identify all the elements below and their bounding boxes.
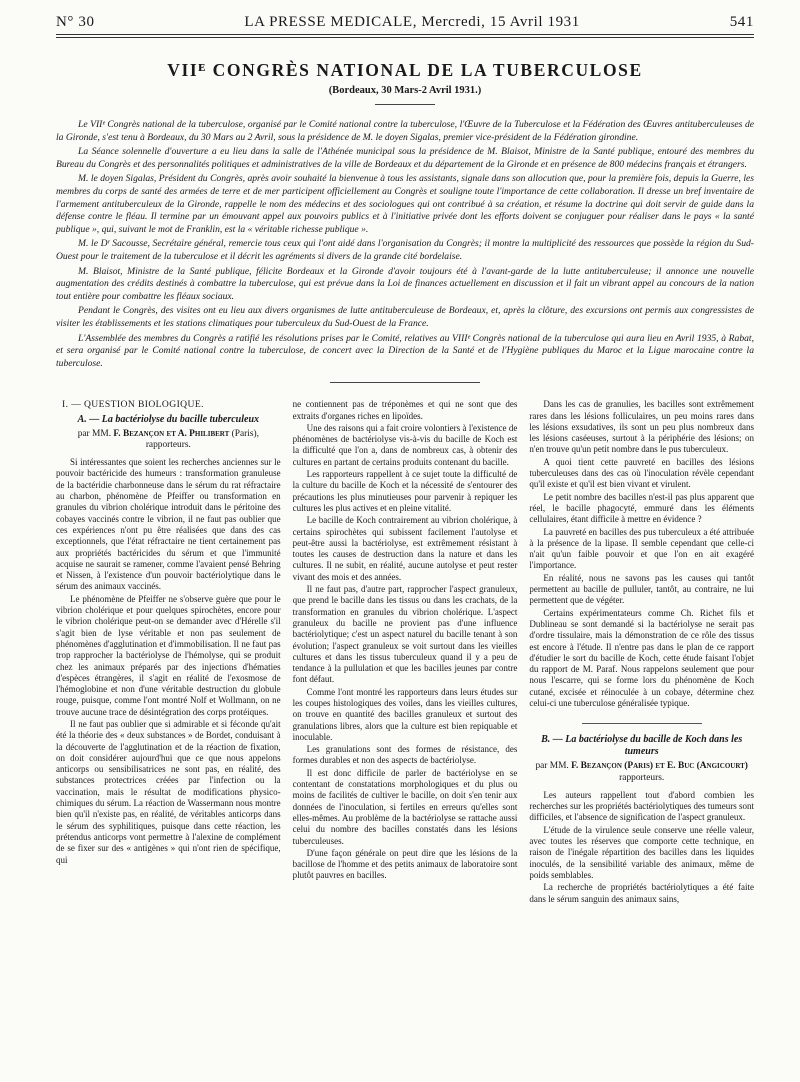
body-paragraph: En réalité, nous ne savons pas les causes qui tantôt permettent au bacille de pulluler, tantôt, au contraire, ne lui permettent que de végéter. xyxy=(529,572,755,606)
body-paragraph: Les granulations sont des formes de résistance, des formes durables et non des aspects de bactériolyse. xyxy=(292,744,518,766)
body-paragraph: Comme l'ont montré les rapporteurs dans leurs études sur les coupes histologiques des voiles, dans les vieilles cultures, on trouve en quantité des bacilles granuleux et surtout des granulations libres, alors que la culture est bien repiquable et inoculable. xyxy=(292,686,518,742)
body-paragraph: Il ne faut pas, d'autre part, rapprocher l'aspect granuleux, que prend le bacille dans les tissus ou dans les crachats, de la transformation en granules du vibrion cholérique. L'aspect granuleux du bacille ne provient pas d'une influence bactériolytique; c'est un aspect naturel du bacille tenant à son évolution; l'aspect granuleux se voit surtout dans les vieilles cultures et dans les tissus tuberculeux quand il y a peu de tendance à la pullulation et que les bacilles jeunes par contre font défaut. xyxy=(292,584,518,685)
subsection-heading: B. — La bactériolyse du bacille de Koch dans les tumeurs xyxy=(541,734,743,758)
authors-line xyxy=(56,429,281,452)
body-paragraph: A quoi tient cette pauvreté en bacilles des lésions tuberculeuses dans des cas où l'inoculation révèle cependant qu'il existe et qu'il est bien vivant et virulent. xyxy=(529,456,755,490)
column-1 xyxy=(56,399,281,906)
body-paragraph: Le bacille de Koch contrairement au vibrion cholérique, à certains spirochètes qui subissent facilement l'autolyse et peut-être aussi la bactériolyse, est extrêmement résistant à toutes les causes de destruction dans la nature et dans les cultures. Il ne subit, en réalité, aucune autolyse et peut rester vivant des mois et des années. xyxy=(292,515,518,582)
body-paragraph: La recherche de propriétés bactériolytiques a été faite dans le sérum sanguin des animaux sains, xyxy=(529,882,755,904)
intro-paragraph: M. Blaisot, Ministre de la Santé publique, félicite Bordeaux et la Gironde d'avoir toujours été à l'avant-garde de la lutte antituberculeuse; il annonce une nouvelle augmentation des crédits destinés à combattre la tuberculose, qui est prévue dans la Loi de finances actuellement en discussion et il fait un vibrant appel au concours de la nation tout entière pour combattre les fléaux sociaux. xyxy=(56,265,754,302)
subsection-heading: A. — La bactériolyse du bacille tuberculeux xyxy=(77,413,260,425)
body-paragraph: Les rapporteurs rappellent à ce sujet toute la difficulté de la culture du bacille de Koch et la nécessité de s'entourer des précautions les plus minutieuses pour parvenir à repiquer les cultures les plus actives et en pleine vitalité. xyxy=(292,469,518,513)
issue-number: N° 30 xyxy=(56,14,95,30)
header-rule xyxy=(56,37,754,38)
authors-prefix: par MM. xyxy=(77,428,112,439)
body-paragraph: Si intéressantes que soient les recherches anciennes sur le pouvoir bactéricide des humeurs : transformation granuleuse de la bactéridie charbonneuse dans le sérum du rat réfractaire au charbon, phénomène de Pfeiffer ou transformation en granules du vibrion cholérique introduit dans le péritoine des cobayes vaccinés contre le vibrion, il ne faut pas oublier que ces expériences n'ont pu être réalisées que dans des cas exceptionnels, que l'état réfractaire ne tient certainement pas aux propriétés bactéricides du sérum et que l'immunité acquise ne saurait se ramener, comme l'avaient pensé Behring et Nissen, à l'existence d'un pouvoir bactériolytique dans le sérum des animaux vaccinés. xyxy=(56,457,281,592)
authors-line xyxy=(529,761,754,784)
article-title: VIIᴱ CONGRÈS NATIONAL DE LA TUBERCULOSE xyxy=(167,60,643,80)
page-header xyxy=(56,14,754,35)
authors-names: F. Bezançon et A. Philibert xyxy=(113,428,230,439)
section-divider xyxy=(582,723,702,724)
column-3 xyxy=(529,399,754,906)
intro-paragraph: La Séance solennelle d'ouverture a eu lieu dans la salle de l'Athénée municipal sous la présidence de M. Blaisot, Ministre de la Santé publique, entouré des membres du Bureau du Congrès et des personnalités politiques et administratives de la ville de Bordeaux et du département de la Gironde et en présence de 800 médecins français et étrangers. xyxy=(56,146,754,170)
intro-paragraph: Le VIIᵉ Congrès national de la tuberculose, organisé par le Comité national contre la tuberculose, l'Œuvre de la Tuberculose et la Fédération des Œuvres antituberculeuses de la Gironde, s'est tenu à Bordeaux, du 30 Mars au 2 Avril, sous la présidence de M. le doyen Sigalas, premier vice-président de la Fédération girondine. xyxy=(56,119,754,143)
body-paragraph: Le phénomène de Pfeiffer ne s'observe guère que pour le vibrion cholérique et pour quelques spirochètes, encore pour le vibrion cholérique peut-on se demander avec d'Hérelle s'il s'agit bien de lyse véritable et non pas seulement de phénomènes d'agglutination et d'immobilisation. Il ne faut pas trop rapprocher la bactériolyse de l'hémolyse, qui se produit chez les animaux préparés par des injections d'hématies d'espèces étrangères, il s'agit en réalité de l'exosmose de l'hémoglobine et non d'une véritable destruction du globule rouge, puisque, comme l'ont montré Nolf et Wollmann, on ne trouve aucune trace de désintégration des corps protéiques. xyxy=(56,593,281,717)
intro-paragraph: M. le Dʳ Sacousse, Secrétaire général, remercie tous ceux qui l'ont aidé dans l'organisation du Congrès; il montre la multiplicité des ressources que possède la région du Sud-Ouest pour le traitement de la tuberculose et il décrit les agréments si divers de la grande cité bordelaise. xyxy=(56,238,754,262)
page-number: 541 xyxy=(729,14,754,30)
title-divider xyxy=(375,104,435,105)
intro-divider xyxy=(330,382,480,383)
body-paragraph: ne contiennent pas de tréponèmes et qui ne sont que des extraits d'organes riches en lipoïdes. xyxy=(292,399,518,421)
body-paragraph: D'une façon générale on peut dire que les lésions de la bacillose de l'homme et des petits animaux de laboratoire sont plutôt pauvres en bacilles. xyxy=(292,847,518,881)
masthead: LA PRESSE MEDICALE, Mercredi, 15 Avril 1931 xyxy=(244,14,580,30)
section-heading: I. — QUESTION BIOLOGIQUE. xyxy=(62,399,204,411)
article-columns xyxy=(56,399,754,906)
authors-names: F. Bezançon (Paris) et E. Buc (Angicourt) xyxy=(571,761,748,772)
body-paragraph: Le petit nombre des bacilles n'est-il pas plus apparent que réel, le bacille phagocyté, emmuré dans les éléments cellulaires, étant difficile à mettre en évidence ? xyxy=(529,491,755,525)
body-paragraph: Il ne faut pas oublier que si admirable et si féconde qu'ait été la théorie des « deux substances » de Bordet, conduisant à la découverte de l'agglutination et de la réaction de fixation, on doit considérer aujourd'hui que ce que nous appelons anticorps ou sensibilisatrices ne sont pas, en réalité, des substances protectrices créées par l'infection ou la vaccination, mais le résultat de modifications physico-chimiques du sérum. La réaction de Wassermann nous montre bien qu'il n'existe pas, en réalité, de véritables anticorps dans le sérum des syphilitiques, puisque dans cette réaction, les prétendus anticorps vont permettre à l'alexine de complément de se fixer sur des « antigènes » qui n'ont rien de spécifique, qui xyxy=(56,719,281,865)
article-subtitle: (Bordeaux, 30 Mars-2 Avril 1931.) xyxy=(328,85,482,96)
body-paragraph: Dans les cas de granulies, les bacilles sont extrêmement rares dans les lésions folliculaires, un peu moins rares dans les lésions exsudatives, ils sont un peu plus nombreux dans les lésions caséeuses, surtout à la périphérie des lésions; on n'en trouve qu'un petit nombre dans le pus tuberculeux. xyxy=(529,399,755,455)
intro-paragraph: M. le doyen Sigalas, Président du Congrès, après avoir souhaité la bienvenue à tous les assistants, signale dans son allocution que, pour la première fois, depuis la Guerre, les membres du corps de santé des armées de terre et de mer participent officiellement au Congrès et souligne toute l'importance de cette collaboration. Il dresse un bref inventaire de l'armement antituberculeux de la Gironde, rappelle le nom des médecins et des sociologues qui ont contribué à sa création, et résume la doctrine qui doit servir de guide dans la défense contre le fléau. Il termine par un émouvant appel aux pouvoirs publics et à l'initiative privée dont les efforts doivent se conjuguer pour réaliser dans le pays « la santé publique », qui, suivant le mot de Franklin, est la « véritable richesse publique ». xyxy=(56,173,754,235)
authors-suffix: rapporteurs. xyxy=(619,772,665,783)
body-paragraph: L'étude de la virulence seule conserve une réelle valeur, avec toutes les réserves que comporte cette technique, en raison de l'inégale répartition des bacilles dans les liquides inoculés, de la sensibilité variable des animaux, même de poids semblables. xyxy=(529,824,755,880)
body-paragraph: Une des raisons qui a fait croire volontiers à l'existence de phénomènes de bactériolyse vis-à-vis du bacille de Koch est la difficulté que l'on a, dans de nombreux cas, à obtenir des cultures en partant de certains produits contenant du bacille. xyxy=(292,422,518,467)
authors-prefix: par MM. xyxy=(535,761,569,772)
intro-paragraph: L'Assemblée des membres du Congrès a ratifié les résolutions prises par le Comité, relatives au VIIIᵉ Congrès national de la tuberculose qui aura lieu en Avril 1935, à Rabat, et sera organisé par le Comité national contre la tuberculose, de concert avec la Direction de la Santé et de l'Hygiène publiques du Maroc et la Ligue marocaine contre la tuberculose. xyxy=(56,332,754,369)
authors-suffix: (Paris), rapporteurs. xyxy=(145,428,259,450)
column-2 xyxy=(293,399,518,906)
intro-paragraph: Pendant le Congrès, des visites ont eu lieu aux divers organismes de lutte antituberculeuse de Bordeaux, et, après la clôture, des excursions ont permis aux congressistes de visiter les établissements et les stations climatiques pour tuberculeux du Sud-Ouest de la France. xyxy=(56,305,754,329)
body-paragraph: La pauvreté en bacilles des pus tuberculeux a été attribuée à la présence de la lipase. Il semble cependant que celle-ci n'ait qu'un faible pouvoir et que l'on en ait exagéré l'importance. xyxy=(529,526,755,571)
body-paragraph: Les auteurs rappellent tout d'abord combien les recherches sur les propriétés bactériolytiques des tumeurs sont difficiles, et l'absence de signification de l'aspect granuleux. xyxy=(529,789,755,823)
intro-block xyxy=(56,119,754,370)
body-paragraph: Il est donc difficile de parler de bactériolyse en se contentant de constatations morphologiques et du plus ou moins de facilités de cultiver le bacille, on doit s'en tenir aux données de l'inoculation, si fertiles en erreurs qu'elles sont elles-mêmes. Au problème de la bactériolyse se rattache aussi celui du nombre des bacilles constatés dans les lésions tuberculeuses. xyxy=(292,767,518,846)
body-paragraph: Certains expérimentateurs comme Ch. Richet fils et Dublineau se sont demandé si la bactériolyse ne serait pas d'ordre tissulaire, mais la démonstration de ce rôle des tissus est encore à l'étude. Il n'entre pas dans le plan de ce rapport d'étudier le sort du bacille de Koch, cette étude faisant l'objet du rapport de M. Paraf. Nous rappelons seulement que pour nous l'escarre, qui se forme lors du phénomène de Koch cutané, excisée et réinoculée à un cobaye, détermine chez celui-ci une tuberculose généralisée typique. xyxy=(529,607,755,708)
